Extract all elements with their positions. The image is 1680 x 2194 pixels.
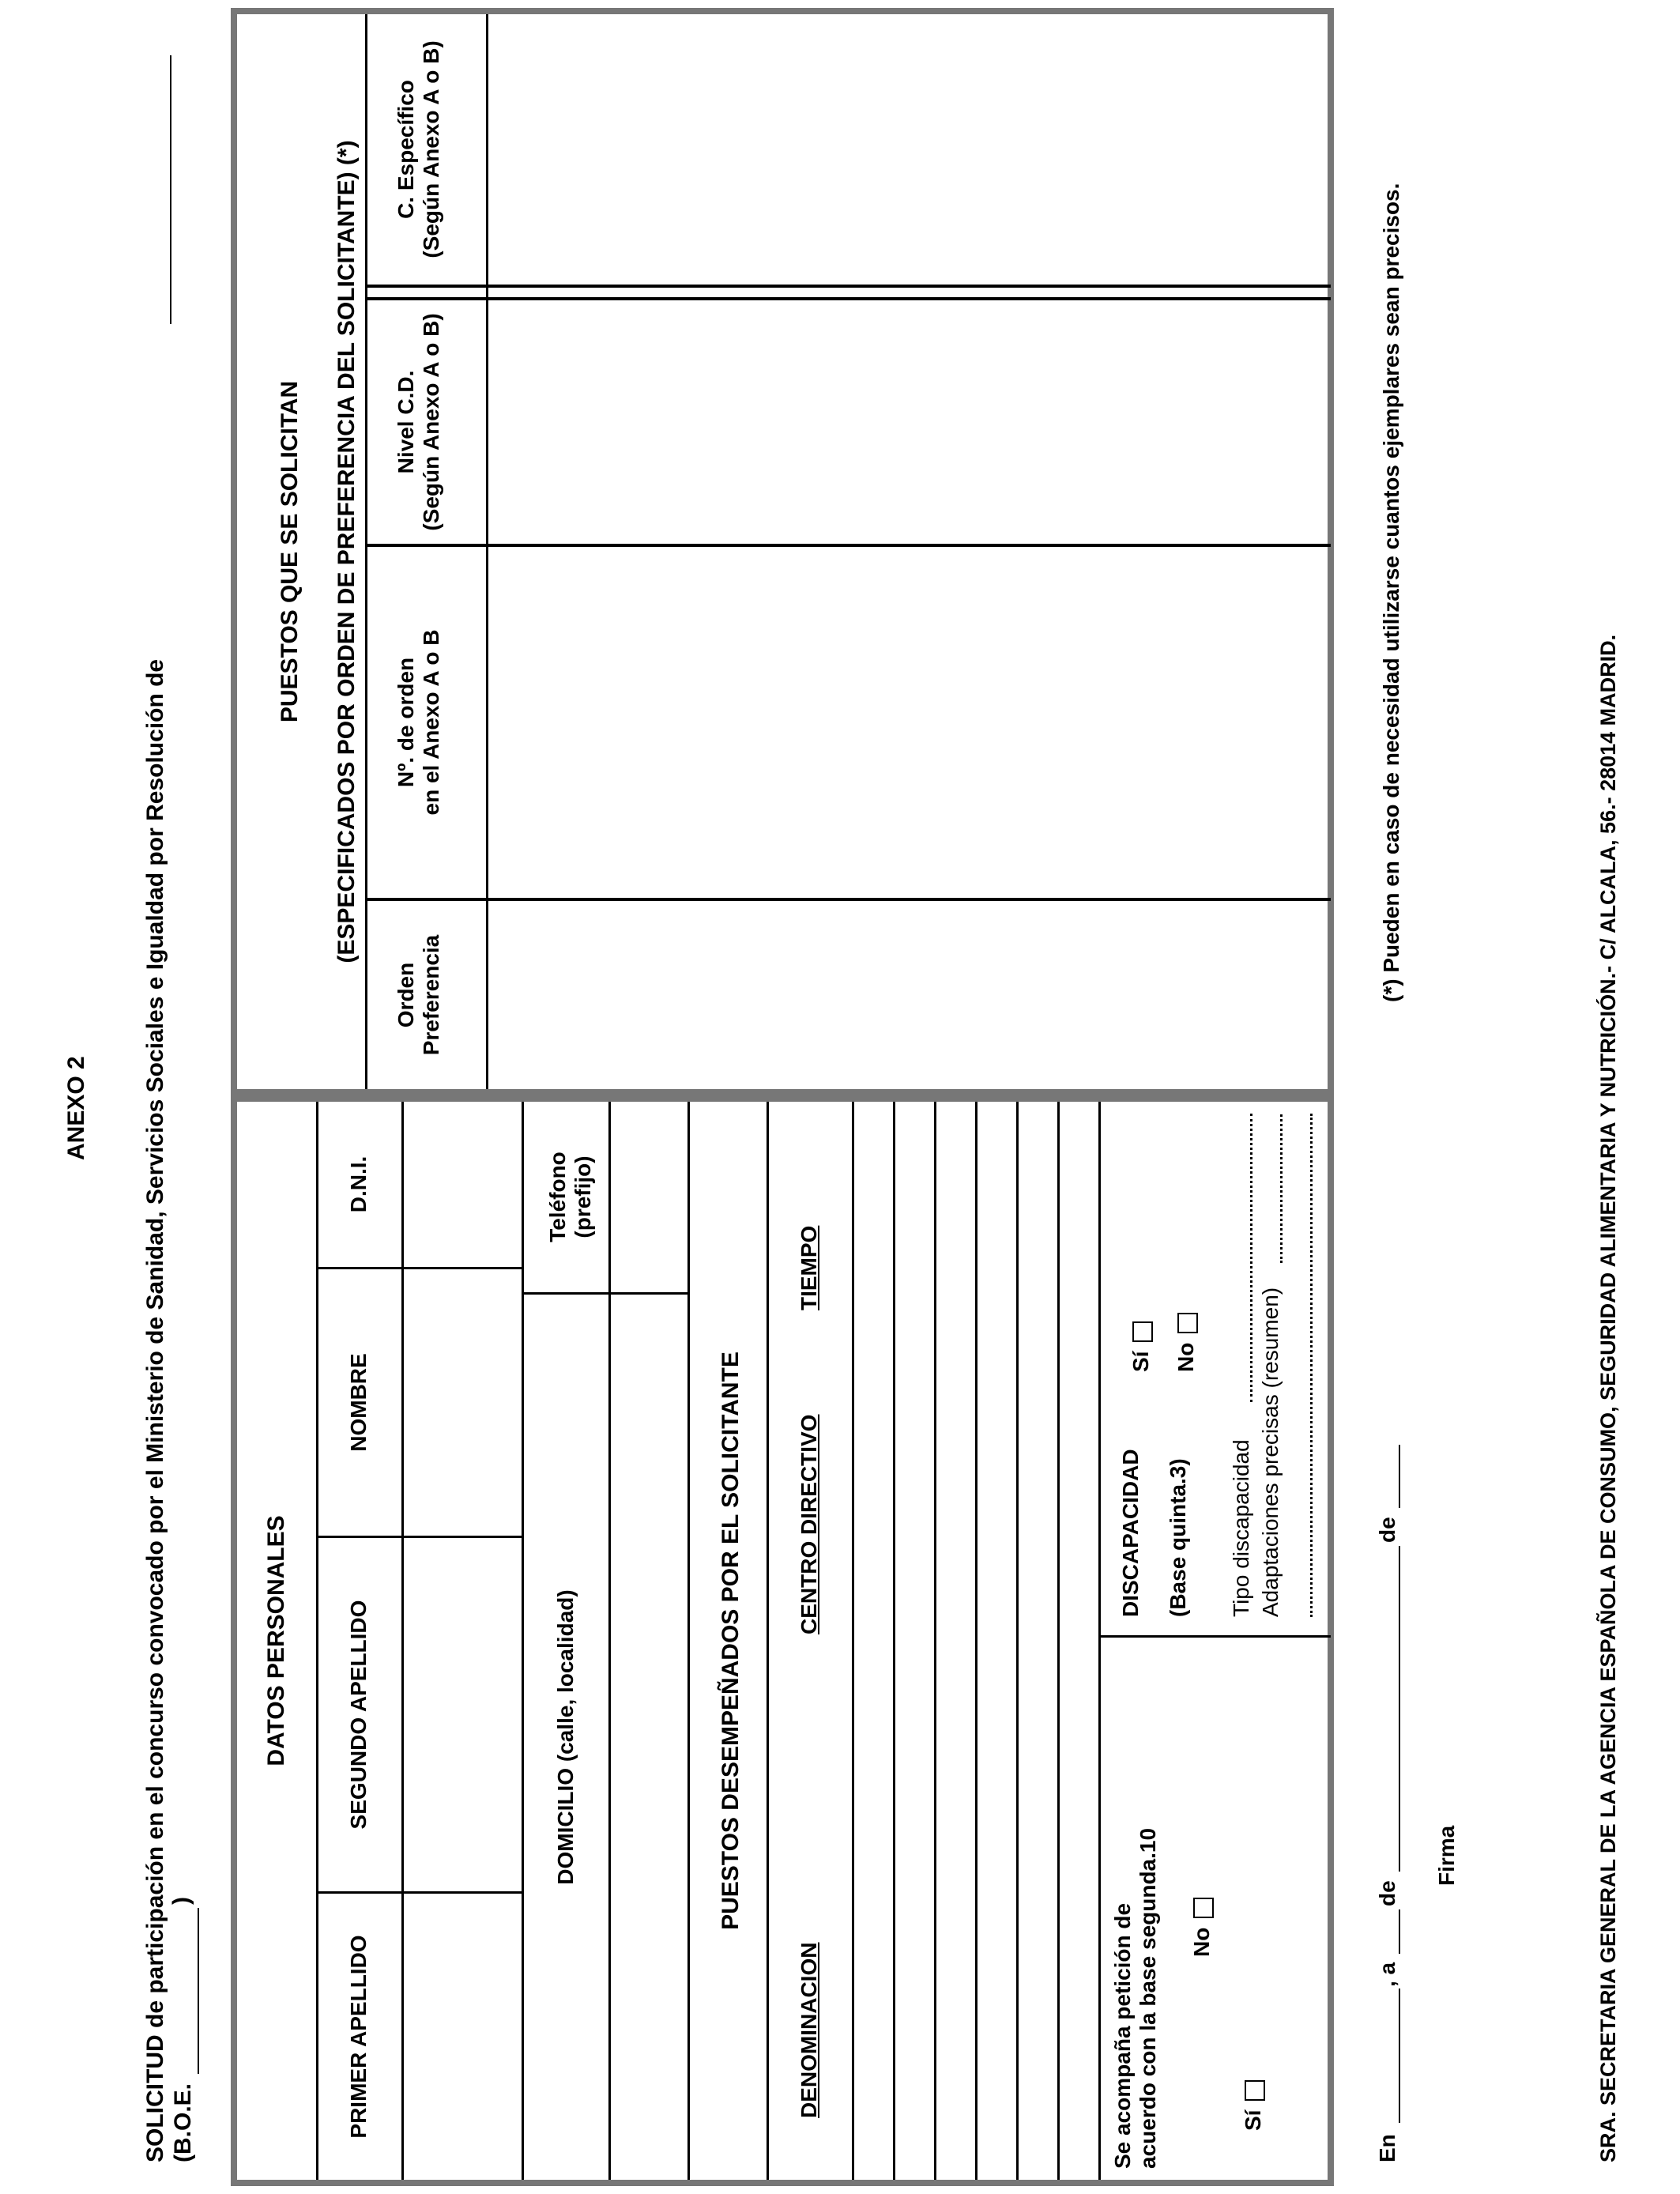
- boe-text: (B.O.E.: [170, 2083, 196, 2162]
- col-level-cd-1: Nivel C.D.: [394, 370, 418, 474]
- history-row[interactable]: [977, 1103, 1015, 2178]
- address-label: DOMICILIO (calle, localidad): [553, 1589, 578, 1885]
- disability-yes: [1128, 1321, 1154, 1372]
- disability-type-label: Tipo discapacidad: [1229, 1439, 1253, 1617]
- col-order-number: [394, 547, 444, 898]
- history-title: PUESTOS DESEMPEÑADOS POR EL SOLICITANTE: [718, 1351, 744, 1930]
- petition-yes-label: Sí: [1241, 2109, 1265, 2131]
- sig-de-2: de: [1375, 1517, 1399, 1543]
- sig-place-line[interactable]: [1399, 1989, 1400, 2123]
- disability-base: (Base quinta.3): [1166, 1458, 1190, 1617]
- petition-yes-checkbox[interactable]: [1245, 2080, 1265, 2101]
- sig-en: En: [1375, 2134, 1399, 2162]
- disability-title: DISCAPACIDAD: [1118, 1449, 1143, 1617]
- petition-no: [1189, 1898, 1215, 1957]
- petition-yes: [1241, 2080, 1266, 2131]
- disability-type-field[interactable]: [1250, 1114, 1252, 1402]
- boe-close: ): [168, 1897, 194, 1905]
- disability-yes-checkbox[interactable]: [1132, 1321, 1153, 1342]
- col-name: NOMBRE: [346, 1353, 371, 1452]
- petition-text: [1110, 1828, 1161, 2169]
- disability-no-label: No: [1173, 1342, 1198, 1372]
- col-specific: [394, 14, 444, 285]
- sig-month-line[interactable]: [1399, 1546, 1400, 1872]
- boe-label: [170, 2083, 197, 2162]
- col-specific-2: (Según Anexo A o B): [419, 40, 444, 258]
- col-order-number-2: en el Anexo A o B: [419, 629, 444, 816]
- request-title-bold: SOLICITUD: [142, 2034, 168, 2162]
- petition-line-1: Se acompaña petición de: [1110, 1902, 1135, 2169]
- petition-no-checkbox[interactable]: [1193, 1898, 1214, 1918]
- sig-firma: Firma: [1434, 1825, 1459, 1886]
- footer-address: SRA. SECRETARIA GENERAL DE LA AGENCIA ESPAÑOLA DE CONSUMO, SEGURIDAD ALIMENTARIA Y NUTRICIÓN.- C/ ALCALA, 56.- 28014 MADRID.: [1596, 634, 1620, 2162]
- phone-field[interactable]: [612, 1103, 686, 1291]
- history-row[interactable]: [1019, 1103, 1057, 2178]
- col-dni: D.N.I.: [346, 1155, 371, 1213]
- disability-yes-label: Sí: [1128, 1351, 1153, 1372]
- first-surname-field[interactable]: [405, 1895, 520, 2178]
- history-row[interactable]: [1060, 1103, 1098, 2178]
- resolution-line[interactable]: [170, 55, 171, 324]
- specific-field[interactable]: [489, 15, 1327, 284]
- history-row[interactable]: [895, 1103, 933, 2178]
- second-surname-field[interactable]: [405, 1540, 520, 1891]
- copies-note: (*) Pueden en caso de necesidad utilizarse cuantos ejemplares sean precisos.: [1379, 183, 1403, 1002]
- col-order-preference: [394, 901, 444, 1089]
- col-second-surname: SEGUNDO APELLIDO: [346, 1600, 371, 1830]
- col-denomination: DENOMINACION: [797, 1942, 821, 2118]
- address-field[interactable]: [612, 1296, 686, 2178]
- sig-a: , a: [1375, 1962, 1399, 1987]
- order-preference-field[interactable]: [489, 903, 1327, 1088]
- request-title: [142, 659, 169, 2162]
- col-specific-1: C. Específico: [394, 80, 418, 219]
- history-row[interactable]: [936, 1103, 974, 2178]
- petition-no-label: No: [1189, 1927, 1214, 1957]
- disability-no-checkbox[interactable]: [1177, 1313, 1198, 1333]
- posts-subtitle: (ESPECIFICADOS POR ORDEN DE PREFERENCIA DEL SOLICITANTE) (*): [333, 140, 360, 963]
- phone-label-2: (prefijo): [571, 1155, 596, 1238]
- disability-adapt-field[interactable]: [1280, 1114, 1283, 1263]
- col-directive-center: CENTRO DIRECTIVO: [797, 1414, 821, 1634]
- history-row[interactable]: [854, 1103, 892, 2178]
- sig-year-line[interactable]: [1399, 1445, 1400, 1508]
- col-first-surname: PRIMER APELLIDO: [346, 1935, 371, 2139]
- col-level-cd: [394, 300, 444, 544]
- boe-line[interactable]: [198, 1908, 199, 2074]
- request-title-rest: de participación en el concurso convocado por el Ministerio de Sanidad, Servicios Sociales e Igualdad por Resolución de: [142, 658, 168, 2035]
- sig-day-line[interactable]: [1399, 1909, 1400, 1954]
- name-field[interactable]: [405, 1271, 520, 1535]
- order-number-field[interactable]: [489, 548, 1327, 897]
- disability-no: [1173, 1313, 1199, 1372]
- phone-label: [545, 1102, 596, 1292]
- posts-title: PUESTOS QUE SE SOLICITAN: [277, 380, 303, 723]
- level-cd-field[interactable]: [489, 301, 1327, 543]
- col-order-preference-1: Orden: [394, 962, 418, 1028]
- col-order-number-1: Nº. de orden: [394, 657, 418, 788]
- phone-label-1: Teléfono: [545, 1152, 570, 1242]
- col-time: TIEMPO: [797, 1225, 821, 1310]
- disability-adapt-label: Adaptaciones precisas (resumen): [1258, 1287, 1283, 1617]
- col-order-preference-2: Preferencia: [419, 934, 444, 1056]
- annex-title: ANEXO 2: [63, 1056, 89, 1160]
- sig-de-1: de: [1375, 1880, 1399, 1906]
- personal-title: DATOS PERSONALES: [263, 1515, 289, 1766]
- disability-adapt-field-2[interactable]: [1310, 1114, 1313, 1617]
- col-level-cd-2: (Según Anexo A o B): [419, 313, 444, 531]
- dni-field[interactable]: [405, 1103, 520, 1266]
- petition-line-2: acuerdo con la base segunda.10: [1136, 1827, 1161, 2169]
